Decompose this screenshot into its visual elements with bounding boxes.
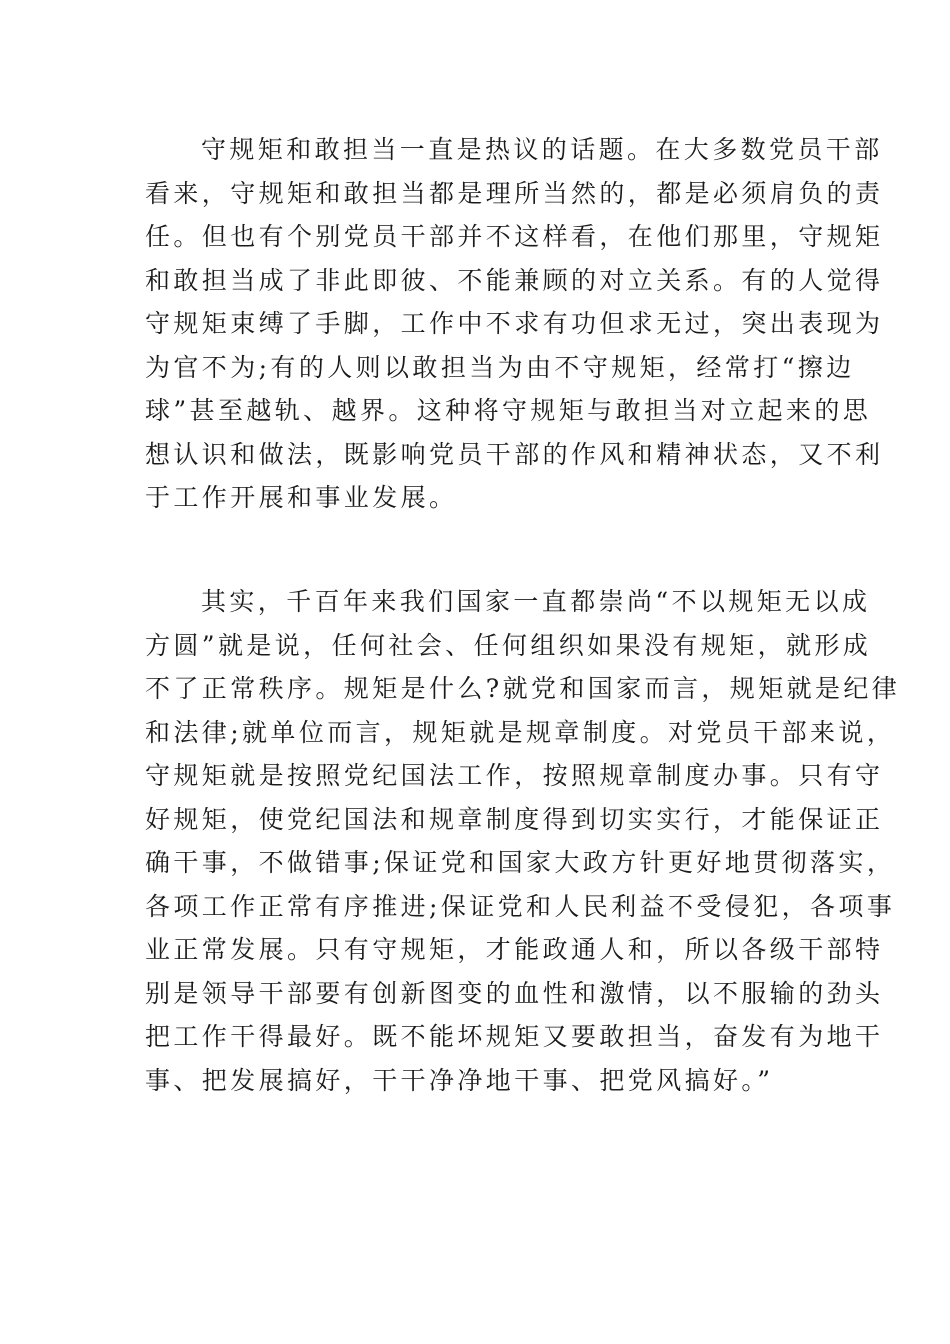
paragraph-line: 业正常发展。只有守规矩，才能政通人和，所以各级干部特	[145, 935, 884, 964]
paragraph-line: 和法律;就单位而言，规矩就是规章制度。对党员干部来说，	[145, 717, 896, 747]
paragraph-line: 各项工作正常有序推进;保证党和人民利益不受侵犯，各项事	[145, 891, 896, 921]
paragraph-line: 球”甚至越轨、越界。这种将守规矩与敢担当对立起来的思	[145, 396, 872, 425]
paragraph-line: 守规矩束缚了手脚，工作中不求有功但求无过，突出表现为	[145, 309, 884, 338]
paragraph-line: 其实，千百年来我们国家一直都崇尚“不以规矩无以成	[201, 587, 871, 616]
paragraph-line: 守规矩和敢担当一直是热议的话题。在大多数党员干部	[201, 135, 883, 164]
paragraph-line: 不了正常秩序。规矩是什么?就党和国家而言，规矩就是纪律	[145, 674, 901, 703]
paragraph-line: 把工作干得最好。既不能坏规矩又要敢担当，奋发有为地干	[145, 1022, 884, 1051]
paragraph-2	[145, 580, 901, 1102]
paragraph-line: 守规矩就是按照党纪国法工作，按照规章制度办事。只有守	[145, 761, 884, 790]
paragraph-line: 和敢担当成了非此即彼、不能兼顾的对立关系。有的人觉得	[145, 265, 884, 295]
paragraph-line: 看来，守规矩和敢担当都是理所当然的，都是必须肩负的责	[145, 178, 884, 208]
paragraph-line: 任。但也有个别党员干部并不这样看，在他们那里，守规矩	[145, 222, 884, 251]
paragraph-line: 确干事，不做错事;保证党和国家大政方针更好地贯彻落实，	[145, 848, 896, 877]
paragraph-line: 好规矩，使党纪国法和规章制度得到切实实行，才能保证正	[145, 804, 884, 834]
paragraph-line: 想认识和做法，既影响党员干部的作风和精神状态，又不利	[145, 439, 884, 469]
paragraph-line: 于工作开展和事业发展。	[145, 483, 458, 512]
paragraph-1	[145, 128, 884, 520]
paragraph-line: 别是领导干部要有创新图变的血性和激情，以不服输的劲头	[145, 978, 884, 1008]
paragraph-line: 方圆”就是说，任何社会、任何组织如果没有规矩，就形成	[145, 630, 872, 660]
paragraph-line: 事、把发展搞好，干干净净地干事、把党风搞好。”	[145, 1065, 774, 1095]
paragraph-line: 为官不为;有的人则以敢担当为由不守规矩，经常打“擦边	[145, 352, 855, 382]
